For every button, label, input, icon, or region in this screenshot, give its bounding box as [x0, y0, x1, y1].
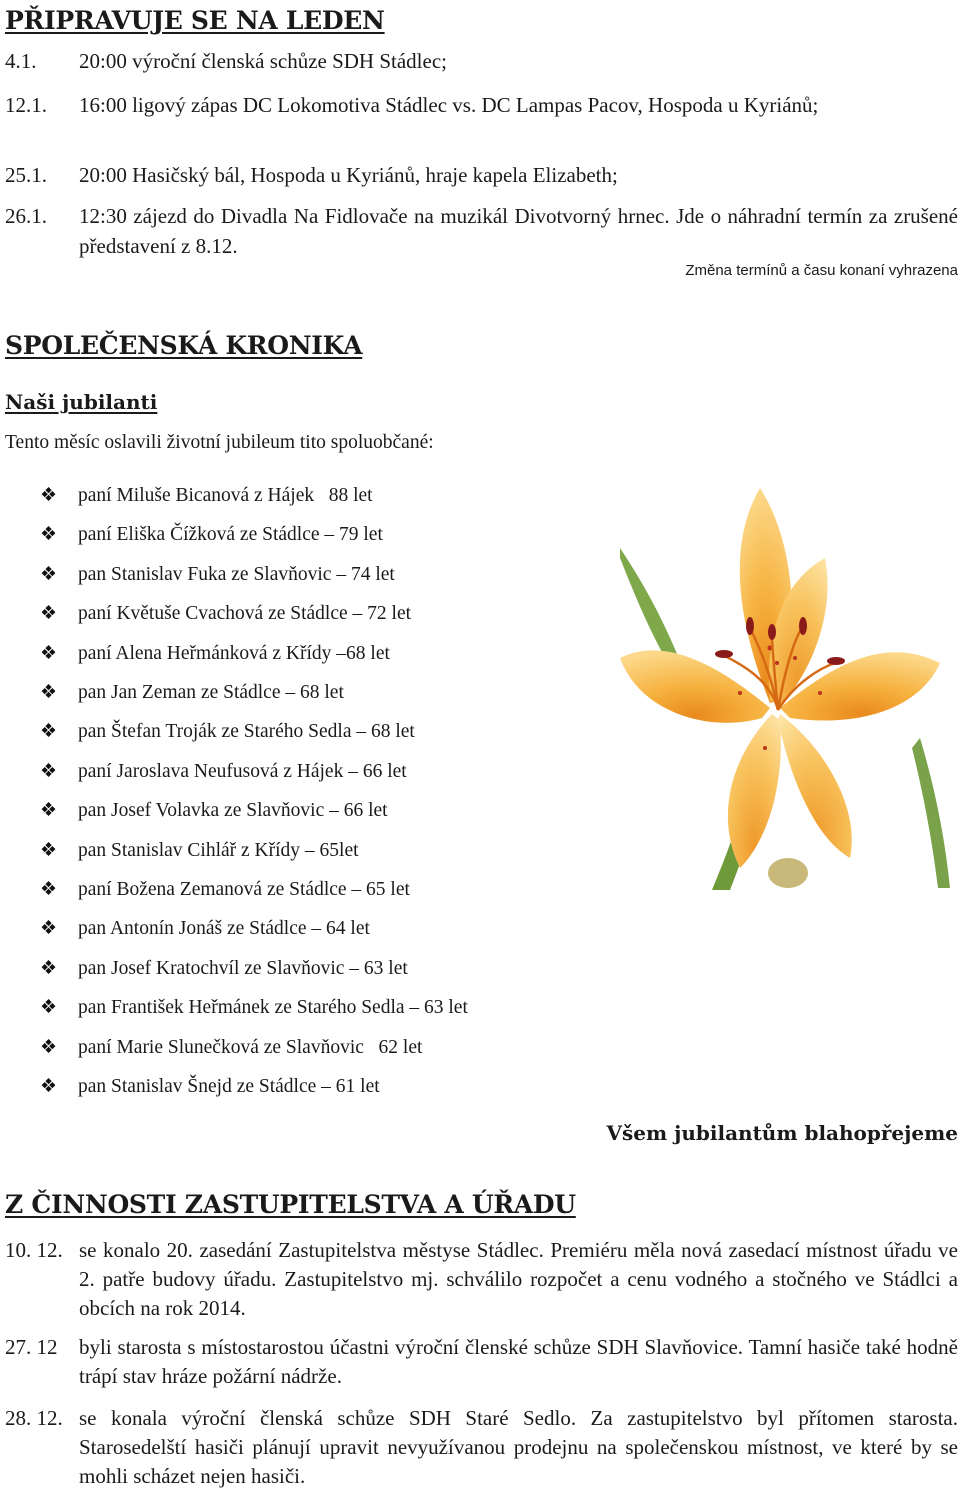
bullet-icon: ❖ [40, 603, 58, 625]
jubilant-name: pan Stanislav Cihlář z Křídy – 65let [78, 839, 359, 861]
jubilant-name: paní Alena Heřmánková z Křídy –68 let [78, 642, 390, 664]
event-text: 12:30 zájezd do Divadla Na Fidlovače na muzikál Divotvorný hrnec. Jde o náhradní termín za zrušené představení z 8.12. [79, 204, 958, 258]
bullet-icon: ❖ [40, 682, 58, 703]
bullet-icon: ❖ [40, 918, 58, 940]
council-item [5, 1236, 958, 1324]
bullet-icon: ❖ [40, 760, 58, 782]
jubilants-subheading: Naši jubilanti [5, 390, 158, 414]
jubilant-name: pan Jan Zeman ze Stádlce – 68 let [78, 682, 344, 703]
jubilant-name: paní Květuše Cvachová ze Stádlce – 72 let [78, 603, 412, 625]
council-item-text: se konala výroční členská schůze SDH Staré Sedlo. Za zastupitelstvo byl přítomen starosta. Starosedelští hasiči plánují upravit nevyužívanou prodejnu na společenskou místnost, ve které by se mohli scházet nejen hasiči. [79, 1406, 958, 1488]
bullet-icon: ❖ [40, 524, 58, 546]
greeting-text: Všem jubilantům blahopřejeme [606, 1121, 958, 1145]
jubilant-name: paní Eliška Čížková ze Stádlce – 79 let [78, 524, 383, 546]
jubilant-name: paní Božena Zemanová ze Stádlce – 65 let [78, 879, 410, 900]
council-item-text: byli starosta s místostarostou účastni výroční členské schůze SDH Slavňovice. Tamní hasiče také hodně trápí stav hráze požární nádrže. [79, 1335, 958, 1388]
jubilant-name: pan Stanislav Fuka ze Slavňovic – 74 let [78, 563, 395, 585]
event-date: 12.1. [5, 93, 47, 117]
council-item [5, 1404, 958, 1492]
bullet-icon: ❖ [40, 800, 58, 822]
bullet-icon: ❖ [40, 1036, 58, 1058]
zastupitelstvo-heading: Z ČINNOSTI ZASTUPITELSTVA A ÚŘADU [5, 1190, 576, 1219]
bullet-icon: ❖ [40, 721, 58, 743]
jubilant-name: pan Štefan Troják ze Starého Sedla – 68 let [78, 721, 415, 743]
bullet-icon: ❖ [40, 563, 58, 585]
bullet-icon: ❖ [40, 642, 58, 664]
jubilant-name: paní Jaroslava Neufusová z Hájek – 66 let [78, 760, 407, 782]
event-row [5, 201, 958, 261]
bullet-icon: ❖ [40, 839, 58, 861]
event-row [5, 90, 958, 150]
jubilants-intro: Tento měsíc oslavili životní jubileum tito spoluobčané: [5, 432, 434, 453]
event-row [5, 160, 958, 190]
event-date: 26.1. [5, 204, 47, 228]
event-text: 16:00 ligový zápas DC Lokomotiva Stádlec vs. DC Lampas Pacov, Hospoda u Kyriánů; [79, 93, 819, 117]
jubilant-name: pan Josef Volavka ze Slavňovic – 66 let [78, 800, 388, 822]
schedule-note: Změna termínů a času konaní vyhrazena [685, 262, 958, 279]
kronika-heading: SPOLEČENSKÁ KRONIKA [5, 331, 363, 360]
event-row [5, 46, 958, 76]
jubilant-name: pan Antonín Jonáš ze Stádlce – 64 let [78, 918, 370, 940]
jubilant-name: paní Miluše Bicanová z Hájek 88 let [78, 485, 373, 506]
jubilant-name: pan Josef Kratochvíl ze Slavňovic – 63 let [78, 957, 408, 979]
event-text: 20:00 výroční členská schůze SDH Stádlec; [79, 49, 447, 73]
bullet-icon: ❖ [40, 879, 58, 900]
event-date: 25.1. [5, 163, 47, 187]
council-item [5, 1333, 958, 1391]
lily-flower-image [620, 488, 958, 890]
event-date: 4.1. [5, 49, 37, 73]
council-item-date: 28. 12. [5, 1406, 63, 1430]
bullet-icon: ❖ [40, 997, 58, 1019]
council-item-date: 27. 12 [5, 1335, 58, 1359]
leden-heading: PŘIPRAVUJE SE NA LEDEN [5, 6, 385, 35]
bullet-icon: ❖ [40, 1076, 58, 1097]
event-text: 20:00 Hasičský bál, Hospoda u Kyriánů, hraje kapela Elizabeth; [79, 163, 618, 187]
council-item-date: 10. 12. [5, 1238, 63, 1262]
jubilant-name: paní Marie Slunečková ze Slavňovic 62 let [78, 1036, 423, 1058]
bullet-icon: ❖ [40, 485, 58, 506]
jubilant-name: pan Stanislav Šnejd ze Stádlce – 61 let [78, 1076, 380, 1097]
council-item-text: se konalo 20. zasedání Zastupitelstva městyse Stádlec. Premiéru měla nová zasedací místnost úřadu ve 2. patře budovy úřadu. Zastupitelstvo mj. schválilo rozpočet a cenu vodného a stočného ve Stádlci a obcích na rok 2014. [79, 1238, 958, 1320]
bullet-icon: ❖ [40, 957, 58, 979]
jubilant-name: pan František Heřmánek ze Starého Sedla – 63 let [78, 997, 468, 1019]
